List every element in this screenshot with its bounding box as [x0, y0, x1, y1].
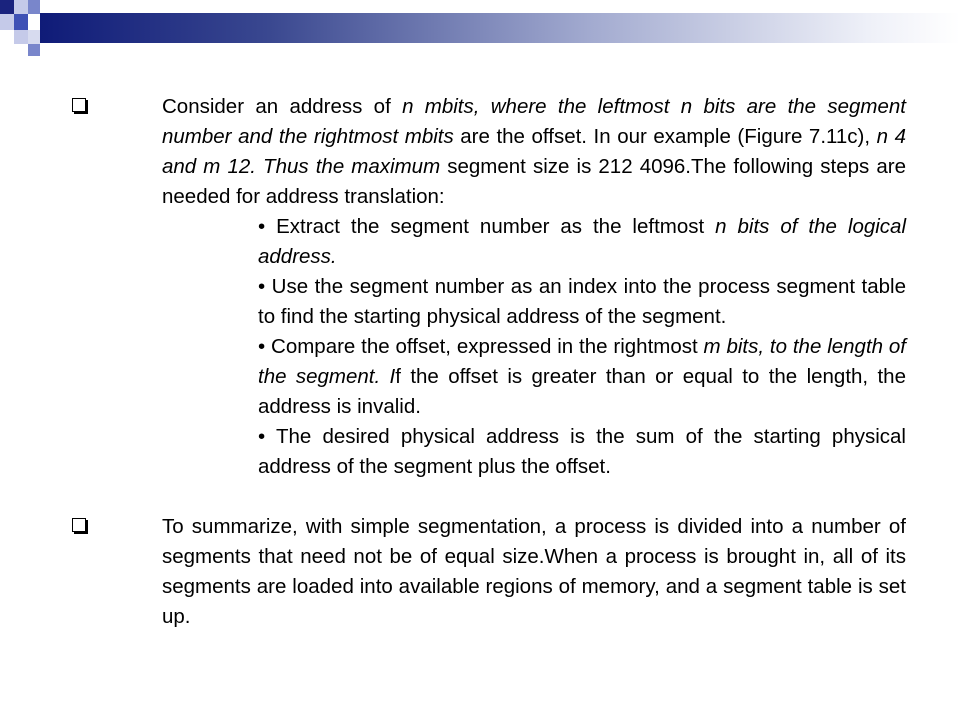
- text-run: segment size is 212 4096.The following steps are needed for address translation:: [162, 155, 906, 208]
- header-square-light: [14, 30, 28, 44]
- header-square-mid: [28, 44, 40, 56]
- italic-text: n 4 and m 12. Thus the maximum: [162, 125, 906, 178]
- text-run: f the offset is greater than or equal to the length, the address is invalid.: [258, 365, 906, 418]
- hollow-square-bullet-icon: [72, 98, 86, 112]
- sub-bullet: [162, 422, 906, 482]
- italic-text: m bits, to the length of the segment. I: [258, 335, 906, 388]
- slide-body: [68, 92, 906, 632]
- italic-text: n mbits, where the leftmost n bits are the segment number and the rightmost mbits: [162, 95, 907, 148]
- sub-bullet: [162, 332, 906, 422]
- bullet-paragraph: [162, 92, 906, 212]
- header-square-mid: [28, 0, 40, 14]
- text-run: • The desired physical address is the sum of the starting physical address of the segment plus the offset.: [258, 425, 906, 478]
- header-square-light: [28, 30, 40, 44]
- header-gradient-bar: [40, 13, 960, 43]
- text-run: • Compare the offset, expressed in the rightmost: [258, 335, 704, 358]
- italic-text: n bits of the logical address.: [258, 215, 907, 268]
- header-square-dark: [0, 0, 14, 14]
- sub-bullet: [162, 212, 906, 272]
- header-square-light: [14, 0, 28, 14]
- text-run: To summarize, with simple segmentation, a process is divided into a number of segments that need not be of equal size.When a process is brought in, all of its segments are loaded into available regions of memory, and a segment table is set up.: [162, 515, 906, 628]
- text-run: Consider an address of: [162, 95, 403, 118]
- header-square-light: [0, 14, 14, 30]
- bullet-paragraph: [162, 512, 906, 632]
- header-square-mid: [14, 14, 28, 30]
- text-run: are the offset. In our example (Figure 7.11c),: [453, 125, 877, 148]
- text-run: • Extract the segment number as the leftmost: [258, 215, 716, 238]
- hollow-square-bullet-icon: [72, 518, 86, 532]
- bullet-item: [68, 92, 906, 482]
- sub-bullet: [162, 272, 906, 332]
- bullet-item: [68, 512, 906, 632]
- text-run: • Use the segment number as an index into the process segment table to find the starting physical address of the segment.: [258, 275, 906, 328]
